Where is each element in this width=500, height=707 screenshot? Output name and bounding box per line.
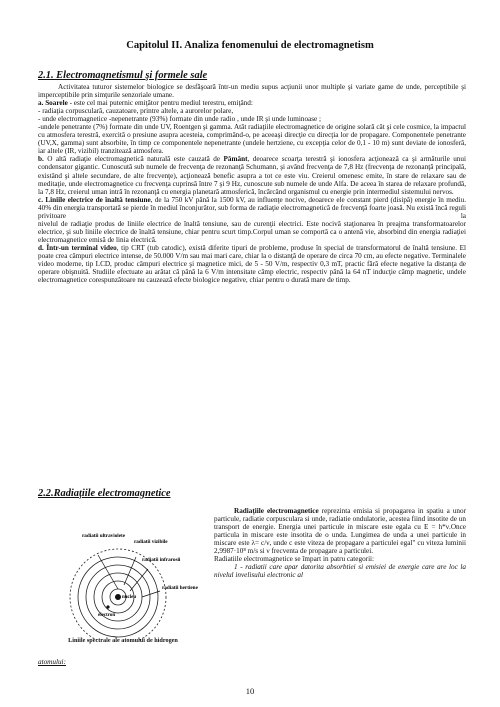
section-1-body <box>38 83 466 284</box>
item-b-text1: O altă radiaţie electromagnetică naturală este cauzată de <box>43 155 224 164</box>
item-d <box>38 244 466 284</box>
hydrogen-spectral-diagram <box>38 525 208 640</box>
hydrogen-diagram-svg <box>38 525 208 640</box>
intro-paragraph: Activitatea tuturor sistemelor biologice se desfăşoară într-un mediu supus acţiunii unor multiple şi variate game de unde, perceptibile şi imperceptibile prin simţurile senzoriale umane. <box>38 83 466 100</box>
item-b-label: b. <box>38 155 44 164</box>
item-b <box>38 155 466 195</box>
item-a-line3: -undele penetrante (7%) formate din unde UV, Roentgen şi gamma. Atât radiaţiile electromagnetice de origine solară cât şi cele cosmice, la impactul cu atmosfera terestră, exercită o presiune asupra acesteia, comprimând-o, pe aceeaşi direcţie cu direcţia lor de propagare. Componentele penetrante (UV,X, gamma) sunt absorbite, în timp ce componentele nepenetrante (undele hertziene, cu excepţia celor de 0,1 - 10 m) sunt deviate de ionosferă, iar altele (IR, vizibil) tranzitează atmosfera. <box>38 123 466 156</box>
page-number: 10 <box>245 686 255 696</box>
item-a-line2: - unde electromagnetice -nepenetrante (93%) formate din unde radio , unde IR şi unde luminoase ; <box>38 115 322 124</box>
nucleus-dot <box>115 594 121 600</box>
item-c-label: c. Liniile electrice de înaltă tensiune <box>38 195 151 204</box>
item-b-text2: , deoarece scoarţa terestră şi ionosfera acţionează ca şi armăturile unui condensator gigantic. Cunoscută sub numele de frecvenţa de rezonanţă Schumann, şi având frecvenţa de 7,8 Hz (frecvenţa de rezonanţă principală, existând şi altele secundare, de alte frecvenţe), acţionează benefic asupra a tot ce este viu. Creierul omenesc emite, în stare de relaxare sau de meditaţie, unde electromagnetice cu frecvenţa cuprinsă între 7 şi 9 Hz, cunoscute sub numele de unde Alfa. De aceea în starea de relaxare profundă, la 7,8 Hz, creierul uman intră în rezonanţă cu energia planetară atmosferică, încărcând organismul cu energie prin intermediul sistemului nervos. <box>38 155 466 196</box>
electron-dot <box>106 605 109 608</box>
section-title-2-2: 2.2.Radiaţiile electromagnetice <box>38 488 171 499</box>
categories-intro: Radiatiile electromagnetice se împart in patru categorii: <box>214 555 375 564</box>
item-d-label: d. Într-un terminal video <box>38 243 117 252</box>
transition-hertz <box>142 591 160 597</box>
label-nucleu: nucleu <box>122 595 137 600</box>
label-infrarosii: radiatii infrarosii <box>142 557 181 563</box>
chapter-title: Capitolul II. Analiza fenomenului de electromagnetism <box>126 40 374 51</box>
section-2-body <box>214 507 466 579</box>
radiatii-bold: Radiaţiile electromagnetice <box>234 507 319 515</box>
item-a <box>38 99 466 107</box>
item-b-bold: Pământ <box>223 155 248 164</box>
item-a-label: a. Soarele <box>38 99 68 108</box>
label-ultraviolete: radiatii ultraviolete <box>82 533 126 539</box>
item-c-text1: , de la 750 kV până la 1500 kV, au influenţe nocive, deoarece ele constant pierd (disipă) energie în mediu. 40% din energia transportată se pierde în mediul înconjurător, sub forma de radiaţie electromagnetică de frecvenţă foarte joasă. Nu există încă reguli privitoare <box>38 195 466 220</box>
radiatii-paragraph <box>214 507 466 555</box>
transition-uv <box>98 555 118 589</box>
item-c <box>38 196 466 220</box>
radiatii-text: reprezinta emisia si propagarea in spatiu a unor particule, radiatie corpusculara si unde, radiatie ondulatorie, acestea fiind insotite de un transport de energie. Energia unei particule in miscare este egala cu E = h*ν.Once particula in miscare este insotita de o unda. Lungimea de unda a unei particule in miscare este λ= c/ν, unde c este viteza de propagare a particulei egal" cu viteza luminii 2,9987·10⁸ m/s si ν frecventa de propagare a particulei. <box>214 507 466 556</box>
label-vizibile: radiatii vizibile <box>134 539 168 545</box>
item-a-line1: - radiaţia corpusculară, cauzatoare, printre altele, a aurorelor polare, <box>38 107 234 116</box>
transition-visible <box>124 557 136 585</box>
category-1-end: atomului: <box>38 658 66 666</box>
item-c-text2: nivelul de radiaţie produs de liniile electrice de înaltă tensiune, sau de curenţii electrici. Este nocivă staţionarea în preajma transformatoarelor electrice, şi sub liniile electrice de înaltă tensiune, chiar pentru scurt timp.Corpul uman se comportă ca o antenă vie, absorbind din energia radiaţiei electromagnetice emisă de linia electrică. <box>38 219 466 244</box>
section-title-2-1: 2.1. Electromagnetismul şi formele sale <box>38 70 208 81</box>
item-a-text: - este cel mai puternic emiţător pentru mediul terestru, emiţând: <box>67 99 253 108</box>
item-c-text1-end: la <box>460 211 466 220</box>
item-d-text: , tip CRT (tub catodic), există diferite tipuri de probleme, produse în special de transformatorul de înaltă tensiune. El poate crea câmpuri electrice intense, de 50.000 V/m sau mai mari care, chiar la o distanţă de operare de circa 70 cm, au efecte negative. Terminalele video moderne, tip LCD, produc câmpuri electrice şi magnetice mici, de 5 - 50 V/m, respectiv 0,3 mT, practic fără efecte negative la distanţa de operare obişnuită. Studiile efectuate au arătat că până la 6 V/m intensitate câmp electric, respectiv până la 64 nT inducţie câmp magnetic, undele electromagnetice corespunzătoare nu cauzează efecte biologice negative, chiar pentru o durată mare de timp. <box>38 243 467 285</box>
diagram-caption: Liniile spectrale ale atomului de hidrogen <box>68 637 178 644</box>
label-electron: electron <box>98 613 116 618</box>
category-1: 1 - radiatii care apar datorita absorbtiei si emisiei de energie care are loc la nivelul invelisului electronic al <box>214 563 466 580</box>
label-hertziene: radiatii hertiene <box>162 585 198 591</box>
